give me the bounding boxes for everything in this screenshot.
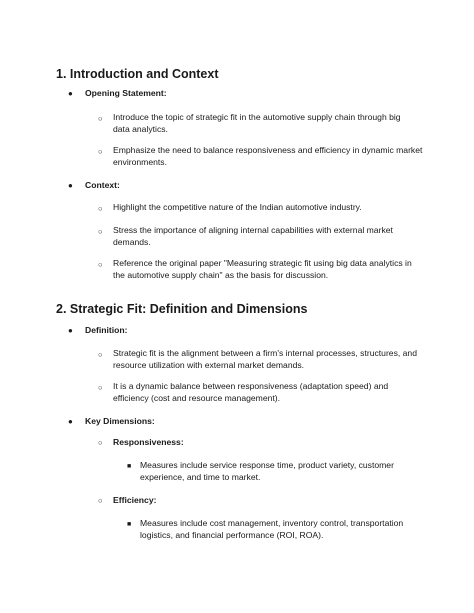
filled-circle-bullet-icon: ● — [68, 417, 73, 426]
responsiveness-item-1: Measures include service response time, product variety, customer experience, and time to market. — [140, 460, 394, 482]
definition-item-2: It is a dynamic balance between responsiveness (adaptation speed) and efficiency (cost and resource management). — [113, 381, 389, 403]
square-bullet-icon: ■ — [127, 463, 132, 470]
efficiency-item-1: Measures include cost management, inventory control, transportation logistics, and financial performance (ROI, ROA). — [140, 518, 404, 540]
filled-circle-bullet-icon: ● — [68, 181, 73, 190]
hollow-circle-bullet-icon: ○ — [98, 227, 103, 236]
hollow-circle-bullet-icon: ○ — [98, 496, 103, 505]
hollow-circle-bullet-icon: ○ — [98, 260, 103, 269]
hollow-circle-bullet-icon: ○ — [98, 204, 103, 213]
section-1-heading: 1. Introduction and Context — [56, 67, 219, 81]
opening-item-2: Emphasize the need to balance responsiveness and efficiency in dynamic market environments. — [113, 145, 423, 167]
context-item-3: Reference the original paper "Measuring strategic fit using big data analytics in the automotive supply chain" as the basis for discussion. — [113, 258, 412, 280]
filled-circle-bullet-icon: ● — [68, 326, 73, 335]
context-item-2: Stress the importance of aligning internal capabilities with external market demands. — [113, 225, 393, 247]
responsiveness-label: Responsiveness: — [113, 437, 184, 447]
square-bullet-icon: ■ — [127, 521, 132, 528]
section-2-heading: 2. Strategic Fit: Definition and Dimensions — [56, 302, 308, 316]
hollow-circle-bullet-icon: ○ — [98, 383, 103, 392]
context-label: Context: — [85, 180, 120, 190]
hollow-circle-bullet-icon: ○ — [98, 350, 103, 359]
opening-statement-label: Opening Statement: — [85, 88, 167, 98]
efficiency-label: Efficiency: — [113, 495, 157, 505]
hollow-circle-bullet-icon: ○ — [98, 114, 103, 123]
filled-circle-bullet-icon: ● — [68, 89, 73, 98]
definition-label: Definition: — [85, 325, 128, 335]
context-item-1: Highlight the competitive nature of the Indian automotive industry. — [113, 202, 362, 212]
key-dimensions-label: Key Dimensions: — [85, 416, 155, 426]
definition-item-1: Strategic fit is the alignment between a firm's internal processes, structures, and resource utilization with external market demands. — [113, 348, 417, 370]
hollow-circle-bullet-icon: ○ — [98, 147, 103, 156]
hollow-circle-bullet-icon: ○ — [98, 438, 103, 447]
opening-item-1: Introduce the topic of strategic fit in the automotive supply chain through big data analytics. — [113, 112, 401, 134]
